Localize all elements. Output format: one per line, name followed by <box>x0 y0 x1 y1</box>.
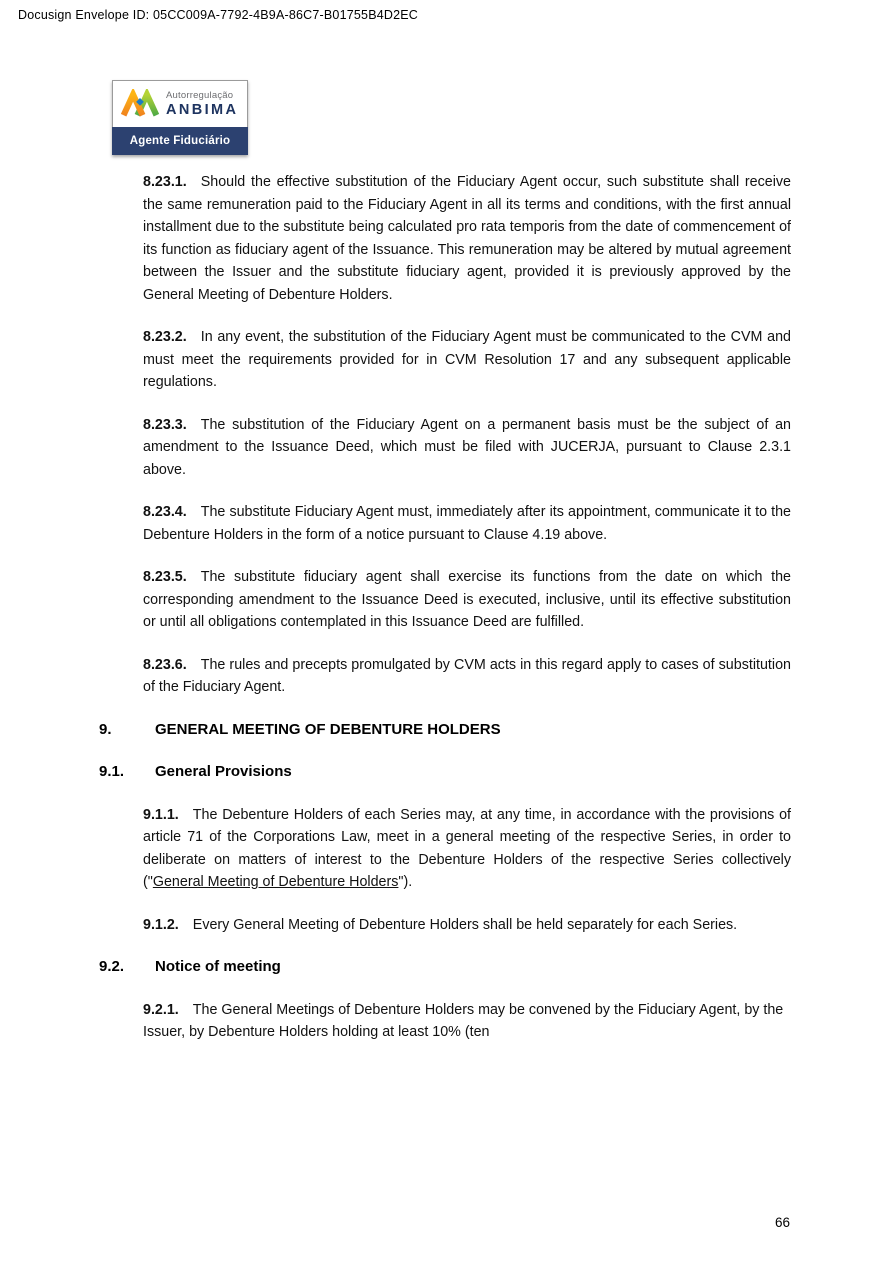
clause-text: In any event, the substitution of the Fiduciary Agent must be communicated to the CVM and must meet the requirements provided for in CVM Resolution 17 and any subsequent applicable regulations. <box>143 329 791 390</box>
clause-text: The substitute fiduciary agent shall exercise its functions from the date on which the corresponding amendment to the Issuance Deed is executed, inclusive, until its effective substitution or until all obligations contemplated in this Issuance Deed are fulfilled. <box>143 569 791 630</box>
section-number: 9. <box>99 720 112 738</box>
defined-term-underlined: General Meeting of Debenture Holders <box>152 874 399 890</box>
clause-8-23-4 <box>143 501 791 546</box>
clause-text: Should the effective substitution of the Fiduciary Agent occur, such substitute shall receive the same remuneration paid to the Fiduciary Agent in all its terms and conditions, with the first annual installment due to the substitute being calculated pro rata temporis from the date of commencement of its function as fiduciary agent of the Issuance. This remuneration may be altered by mutual agreement between the Issuer and the substitute fiduciary agent, provided it is previously approved by the General Meeting of Debenture Holders. <box>143 174 791 303</box>
clause-9-1-2 <box>143 914 791 937</box>
clause-text: The substitution of the Fiduciary Agent on a permanent basis must be the subject of an amendment to the Issuance Deed, which must be filed with JUCERJA, pursuant to Clause 2.3.1 above. <box>143 416 791 478</box>
page-number: 66 <box>774 1215 790 1230</box>
clause-text: The Debenture Holders of each Series may, at any time, in accordance with the provisions of article 71 of the Corporations Law, meet in a general meeting of the respective Series, in order to deliberate on matters of interest to the Debenture Holders of the respective Series collectively (" <box>143 806 791 890</box>
clause-text: "). <box>398 874 413 890</box>
logo-banner-agente-fiduciario: Agente Fiduciário <box>112 127 248 155</box>
logo-tagline: Autorregulação <box>166 90 234 101</box>
clause-9-2-1 <box>143 999 791 1044</box>
section-number: 9.1. <box>99 763 125 780</box>
section-9-heading <box>99 719 791 742</box>
clause-text: The substitute Fiduciary Agent must, immediately after its appointment, communicate it to the Debenture Holders in the form of a notice pursuant to Clause 4.19 above. <box>143 504 791 543</box>
section-9-2-heading <box>99 956 791 979</box>
clause-8-23-1 <box>143 171 791 306</box>
section-title: GENERAL MEETING OF DEBENTURE HOLDERS <box>155 720 501 738</box>
clause-8-23-6 <box>143 654 791 699</box>
clause-9-1-1 <box>143 804 791 894</box>
section-number: 9.2. <box>99 958 125 975</box>
section-title: General Provisions <box>155 763 292 780</box>
document-body <box>99 171 791 1064</box>
clause-number: 8.23.6. <box>143 656 187 673</box>
anbima-fiduciary-agent-badge <box>112 80 248 155</box>
clause-number: 9.2.1. <box>143 1001 179 1018</box>
clause-number: 8.23.3. <box>143 416 187 433</box>
anbima-logo-top <box>112 80 248 127</box>
docusign-envelope-id: Docusign Envelope ID: 05CC009A-7792-4B9A-86C7-B01755B4D2EC <box>18 8 419 22</box>
anbima-logo-text <box>166 91 238 117</box>
section-title: Notice of meeting <box>155 958 281 975</box>
clause-8-23-3 <box>143 414 791 482</box>
clause-number: 9.1.1. <box>143 806 179 823</box>
logo-brand: ANBIMA <box>166 101 239 118</box>
anbima-m-icon <box>121 89 159 119</box>
clause-number: 8.23.5. <box>143 569 187 585</box>
section-9-1-heading <box>99 761 791 784</box>
clause-text: The rules and precepts promulgated by CVM acts in this regard apply to cases of substitution of the Fiduciary Agent. <box>143 656 791 695</box>
clause-8-23-2 <box>143 326 791 394</box>
clause-text: The General Meetings of Debenture Holders may be convened by the Fiduciary Agent, by the Issuer, by Debenture Holders holding at least 10% (ten <box>143 1001 784 1040</box>
clause-number: 8.23.2. <box>143 329 187 345</box>
clause-number: 8.23.1. <box>143 174 187 190</box>
clause-8-23-5 <box>143 566 791 634</box>
clause-number: 9.1.2. <box>143 916 179 933</box>
clause-number: 8.23.4. <box>143 504 187 520</box>
clause-text: Every General Meeting of Debenture Holders shall be held separately for each Series. <box>192 916 738 933</box>
